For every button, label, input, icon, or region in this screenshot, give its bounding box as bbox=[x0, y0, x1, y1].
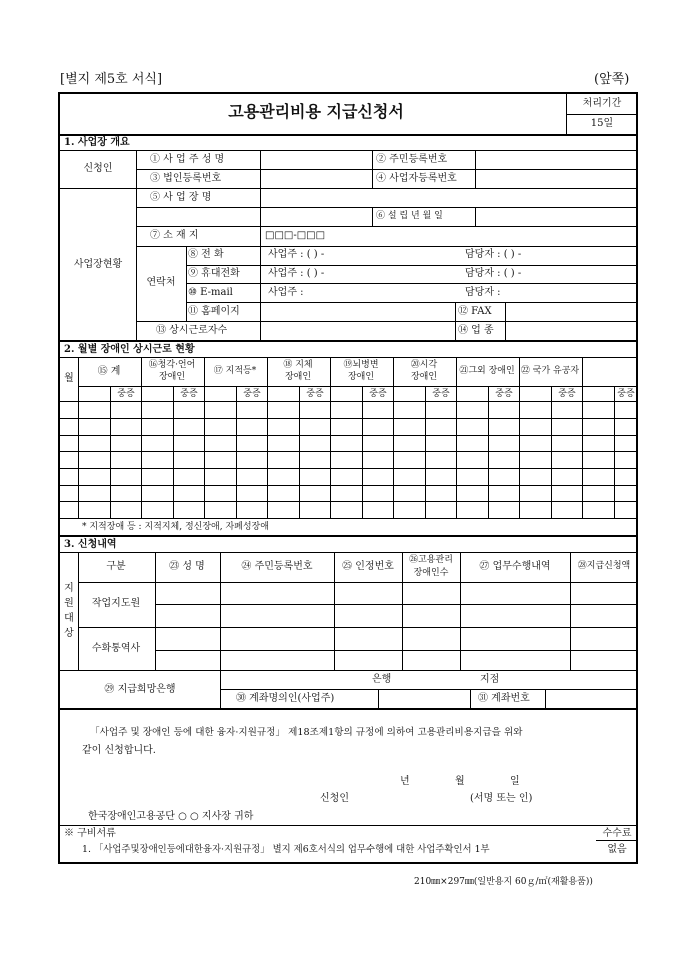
applicant-label: 신청인 bbox=[83, 163, 113, 174]
business-number-label: ④ 사업자등록번호 bbox=[376, 173, 457, 184]
hearing-header-1: ⑯청각·언어 bbox=[148, 360, 196, 370]
documents-title: ※ 구비서류 bbox=[64, 828, 116, 839]
bank-name-unit: 은행 bbox=[372, 674, 392, 685]
fax-label: ⑫ FAX bbox=[458, 306, 492, 317]
severe-label: 중증 bbox=[495, 389, 513, 399]
target-label-3: 대 bbox=[64, 613, 74, 624]
row-work-instructor: 작업지도원 bbox=[91, 598, 141, 609]
col-task: ㉗ 업무수행내역 bbox=[479, 561, 551, 572]
statement-line-2: 같이 신청합니다. bbox=[82, 745, 156, 756]
email-label: ⑩ E-mail bbox=[188, 287, 233, 298]
phone-owner[interactable]: 사업주 : ( ) - bbox=[268, 249, 325, 260]
section-2-title: 2. 월별 장애인 상시근로 현황 bbox=[64, 344, 195, 355]
hearing-header-2: 장애인 bbox=[158, 372, 186, 382]
fee-label: 수수료 bbox=[602, 828, 632, 839]
postal-code-boxes[interactable]: □□□-□□□ bbox=[265, 230, 326, 241]
statement-line-1: 「사업주 및 장애인 등에 대한 융자·지원규정」 제18조제1항의 규정에 의하여 고용관리비용지급을 위와 bbox=[90, 727, 523, 738]
founding-date-label: ⑥ 설 립 년 월 일 bbox=[376, 211, 443, 221]
mobile-manager[interactable]: 담당자 : ( ) - bbox=[465, 268, 522, 279]
section-1-title: 1. 사업장 개요 bbox=[64, 137, 130, 148]
col-employees-1: ㉖고용관리 bbox=[409, 555, 453, 565]
fee-value: 없음 bbox=[607, 844, 627, 855]
account-number-label: ㉛ 계좌번호 bbox=[478, 693, 530, 704]
phone-manager[interactable]: 담당자 : ( ) - bbox=[465, 249, 522, 260]
col-name: ㉓ 성 명 bbox=[169, 561, 205, 572]
intellectual-header: ⑰ 지적등* bbox=[213, 366, 257, 376]
target-label-1: 지 bbox=[64, 583, 74, 594]
severe-label: 중증 bbox=[369, 389, 387, 399]
phone-label: ⑧ 전 화 bbox=[188, 249, 224, 260]
veteran-header: ㉒ 국가 유공자 bbox=[520, 366, 580, 376]
col-amount: ㉘지급신청액 bbox=[577, 561, 631, 571]
date-year: 년 bbox=[400, 776, 410, 787]
other-header: ㉑그외 장애인 bbox=[459, 366, 515, 376]
mobile-owner[interactable]: 사업주 : ( ) - bbox=[268, 268, 325, 279]
signature-field[interactable]: (서명 또는 인) bbox=[470, 793, 533, 804]
physical-header-1: ⑱ 지체 bbox=[283, 360, 313, 370]
target-label-2: 원 bbox=[64, 598, 74, 609]
email-manager[interactable]: 담당자 : bbox=[465, 287, 501, 298]
visual-header-1: ⑳시각 bbox=[410, 360, 438, 370]
owner-name-label: ① 사 업 주 성 명 bbox=[150, 154, 225, 165]
paper-spec: 210㎜×297㎜(일반용지 60ｇ/㎡(재활용품)) bbox=[414, 877, 593, 887]
severe-label: 중증 bbox=[243, 389, 261, 399]
site-status-label: 사업장현황 bbox=[73, 259, 123, 270]
application-form bbox=[58, 92, 638, 864]
form-number: [별지 제5호 서식] bbox=[60, 72, 163, 87]
visual-header-2: 장애인 bbox=[410, 372, 438, 382]
section-3-title: 3. 신청내역 bbox=[64, 539, 117, 550]
email-owner[interactable]: 사업주 : bbox=[268, 287, 304, 298]
date-month: 월 bbox=[455, 776, 465, 787]
bank-label: ㉙ 지급희망은행 bbox=[104, 684, 176, 695]
severe-label: 중증 bbox=[306, 389, 324, 399]
physical-header-2: 장애인 bbox=[284, 372, 312, 382]
resident-number-label: ② 주민등록번호 bbox=[376, 154, 448, 165]
month-header: 월 bbox=[64, 373, 74, 384]
address-label: ⑦ 소 재 지 bbox=[150, 230, 199, 241]
branch-unit: 지점 bbox=[480, 674, 500, 685]
processing-label: 처리기간 bbox=[582, 98, 622, 109]
row-sign-interpreter: 수화통역사 bbox=[91, 643, 141, 654]
col-certification: ㉕ 인정번호 bbox=[342, 561, 394, 572]
severe-label: 중증 bbox=[117, 389, 135, 399]
total-header: ⑮ 계 bbox=[97, 366, 121, 377]
severe-label: 중증 bbox=[432, 389, 450, 399]
target-label-4: 상 bbox=[64, 628, 74, 639]
applicant-sign-label: 신청인 bbox=[320, 793, 349, 804]
date-day: 일 bbox=[510, 776, 520, 787]
disability-footnote: * 지적장애 등 : 지적지체, 정신장애, 자폐성장애 bbox=[82, 522, 269, 532]
industry-label: ⑭ 업 종 bbox=[458, 325, 494, 336]
addressee: 한국장애인고용공단 ○ ○ 지사장 귀하 bbox=[88, 811, 254, 822]
processing-value: 15일 bbox=[590, 118, 614, 129]
contact-label: 연락처 bbox=[146, 277, 176, 288]
mobile-label: ⑨ 휴대전화 bbox=[188, 268, 240, 279]
corporate-number-label: ③ 법인등록번호 bbox=[150, 173, 222, 184]
homepage-label: ⑪ 홈페이지 bbox=[188, 306, 240, 317]
employee-count-label: ⑬ 상시근로자수 bbox=[156, 325, 228, 336]
severe-label: 중증 bbox=[558, 389, 576, 399]
brain-header-2: 장애인 bbox=[347, 372, 375, 382]
account-holder-label: ㉚ 계좌명의인(사업주) bbox=[236, 693, 335, 704]
col-employees-2: 장애인수 bbox=[413, 568, 449, 578]
col-type: 구분 bbox=[106, 561, 126, 572]
severe-label: 중증 bbox=[617, 389, 635, 399]
business-name-label: ⑤ 사 업 장 명 bbox=[150, 192, 212, 203]
document-item-1: 1. 「사업주및장애인등에대한융자·지원규정」 별지 제6호서식의 업무수행에 대한 사업주확인서 1부 bbox=[82, 844, 490, 855]
page-side: (앞쪽) bbox=[594, 72, 630, 87]
col-resident-id: ㉔ 주민등록번호 bbox=[241, 561, 313, 572]
form-title: 고용관리비용 지급신청서 bbox=[228, 102, 404, 121]
severe-label: 중증 bbox=[180, 389, 198, 399]
brain-header-1: ⑲뇌병변 bbox=[343, 360, 379, 370]
